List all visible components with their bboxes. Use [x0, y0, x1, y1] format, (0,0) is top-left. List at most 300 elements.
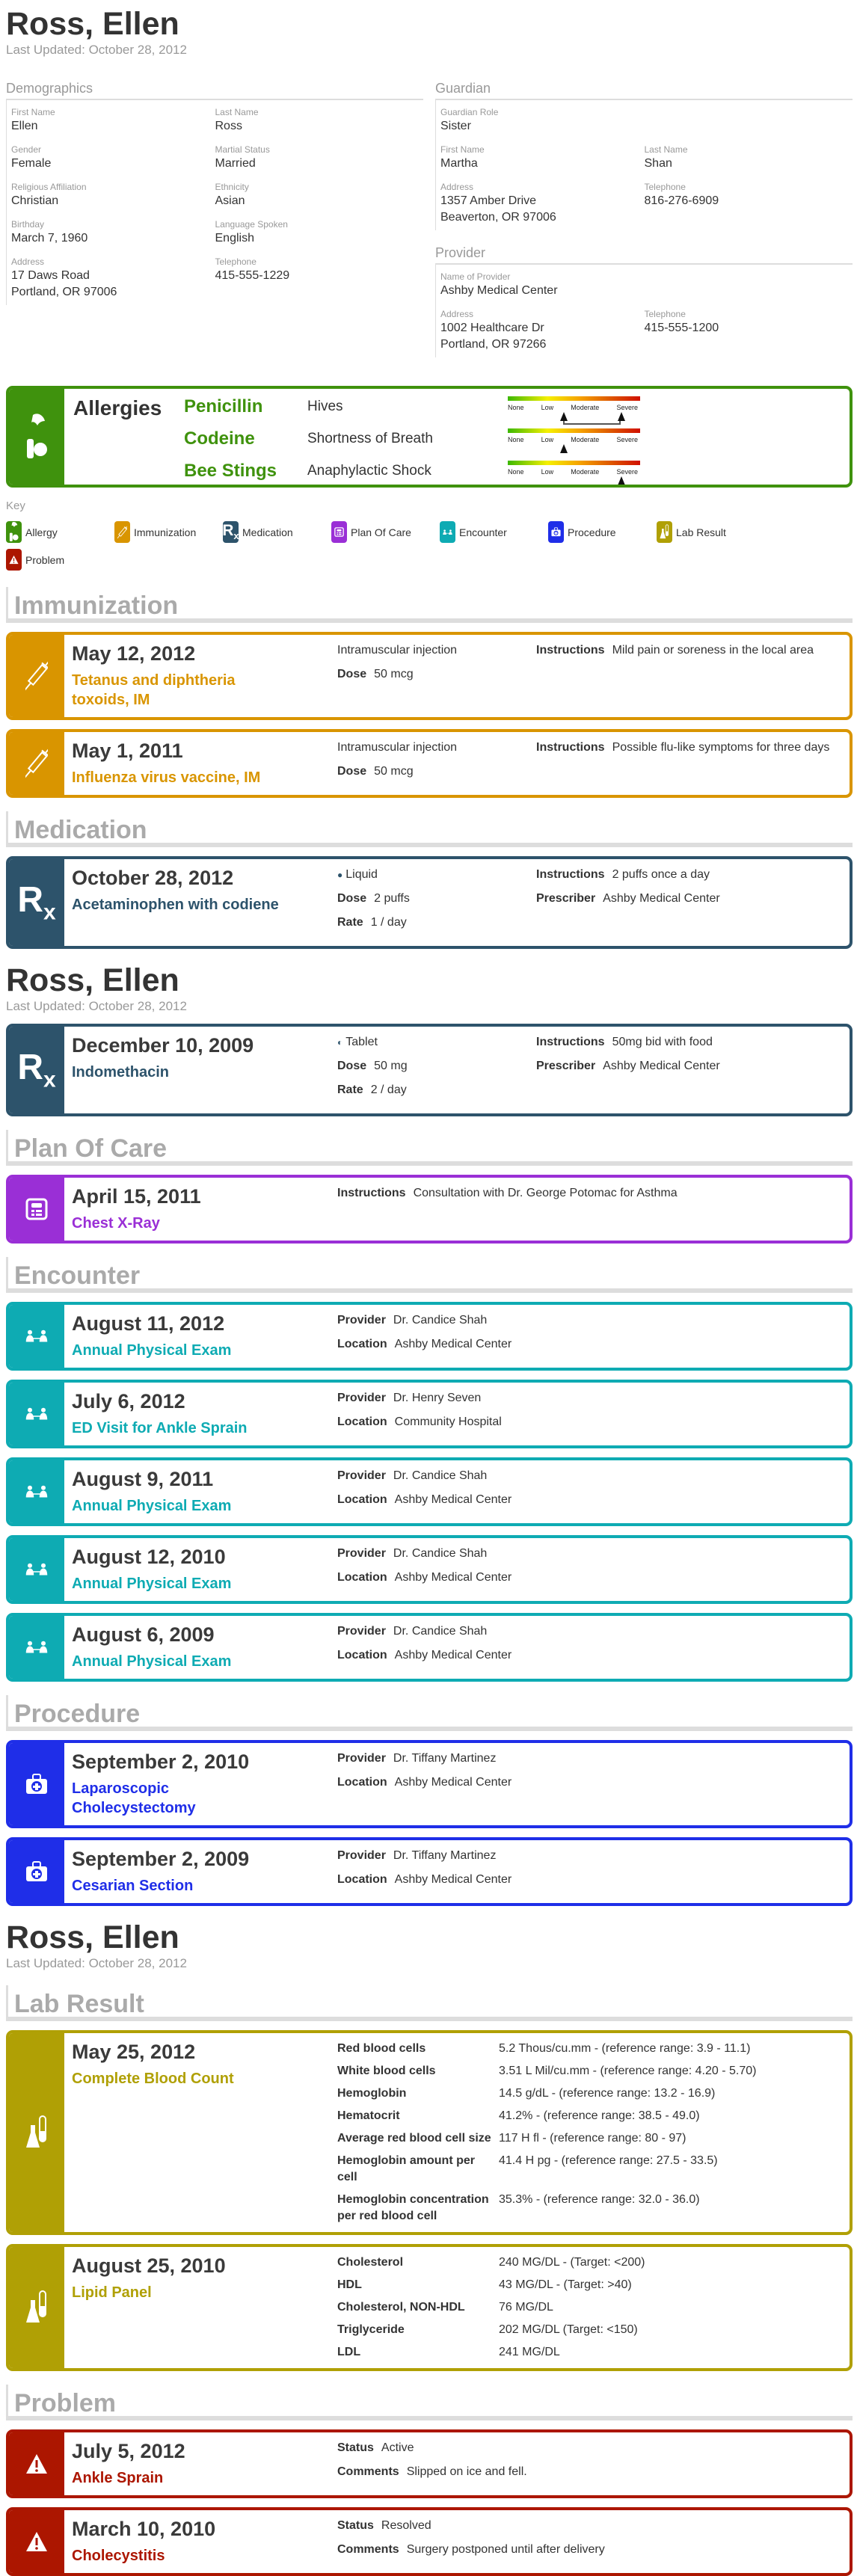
detail-label: Provider — [337, 1625, 386, 1638]
section-title: Immunization — [14, 591, 179, 620]
detail-label: Instructions — [536, 741, 605, 754]
plan-card[interactable] — [6, 1175, 853, 1244]
record-title: ED Visit for Ankle Sprain — [72, 1420, 248, 1436]
section-title: Encounter — [14, 1261, 141, 1290]
lab-test-name: Hemoglobin concentration per red blood cell — [337, 2193, 489, 2222]
lab-test-value: 41.2% - (reference range: 38.5 - 49.0) — [499, 2109, 700, 2122]
procedure-icon — [9, 1743, 64, 1825]
detail-label: Provider — [337, 1752, 386, 1765]
record-title: Annual Physical Exam — [72, 1653, 232, 1670]
detail-value: 1 / day — [370, 916, 407, 929]
demographics-heading: Demographics — [6, 81, 423, 100]
record-title: Influenza virus vaccine, IM — [72, 769, 261, 786]
severity-scale-label: None — [508, 404, 524, 411]
provider-heading: Provider — [435, 245, 853, 265]
guardian-heading: Guardian — [435, 81, 853, 100]
record-title: Annual Physical Exam — [72, 1498, 232, 1514]
section-heading — [6, 1130, 853, 1166]
allergies-card — [6, 386, 853, 488]
section-heading — [6, 2385, 853, 2420]
detail-value: Dr. Henry Seven — [393, 1392, 482, 1404]
record-date: September 2, 2009 — [72, 1848, 250, 1870]
legend-item-problem — [6, 546, 114, 574]
allergy-icon — [9, 389, 64, 485]
field-value: Shan — [644, 157, 672, 170]
legend-item-encounter — [440, 518, 548, 546]
detail-value: Tablet — [345, 1036, 378, 1048]
severity-scale-label: Moderate — [571, 436, 600, 443]
record-date: August 6, 2009 — [72, 1623, 215, 1646]
detail-row — [536, 891, 842, 907]
detail-value: Slipped on ice and fell. — [406, 2465, 527, 2478]
detail-row — [337, 1390, 842, 1407]
record-date: May 1, 2011 — [72, 740, 183, 762]
field-label: Address — [440, 309, 474, 319]
detail-value: Community Hospital — [394, 1415, 502, 1428]
reaction: Shortness of Breath — [307, 431, 433, 446]
record-date: May 25, 2012 — [72, 2041, 196, 2063]
lab-test-name: Average red blood cell size — [337, 2132, 491, 2145]
form-icon: ● — [337, 870, 343, 880]
detail-row — [337, 1034, 536, 1051]
record-date: September 2, 2010 — [72, 1750, 250, 1773]
problem-icon — [6, 549, 22, 571]
field-value: English — [215, 232, 254, 245]
last-updated: Last Updated: October 28, 2012 — [6, 999, 187, 1013]
detail-label: Instructions — [536, 868, 605, 881]
field-label: Address — [440, 182, 474, 192]
field-label: Birthday — [11, 219, 45, 230]
lab-test-value: 202 MG/DL (Target: <150) — [499, 2323, 638, 2336]
section-title: Plan Of Care — [14, 1134, 168, 1163]
detail-value: 50mg bid with food — [612, 1036, 713, 1048]
plan-icon — [331, 521, 347, 543]
detail-value: Resolved — [381, 2519, 431, 2532]
legend-item-lab — [657, 518, 765, 546]
reaction: Hives — [307, 399, 343, 414]
record-date: December 10, 2009 — [72, 1034, 254, 1057]
legend-label: Encounter — [459, 526, 507, 538]
detail-row — [337, 642, 536, 659]
detail-value: Dr. Candice Shah — [393, 1469, 488, 1482]
detail-label: Dose — [337, 668, 367, 680]
record-date: March 10, 2010 — [72, 2518, 216, 2540]
section-heading — [6, 1695, 853, 1731]
medication-icon: $R_x$ — [222, 522, 239, 542]
section-heading — [6, 587, 853, 623]
detail-value: Dr. Tiffany Martinez — [393, 1752, 497, 1765]
immunization-icon — [9, 635, 64, 717]
encounter-icon — [9, 1616, 64, 1679]
severity-scale-label: Low — [541, 404, 554, 411]
problem-card[interactable] — [6, 2507, 853, 2576]
field-value: Sister — [440, 120, 471, 132]
immunization-card[interactable] — [6, 632, 853, 720]
record-title: Lipid Panel — [72, 2284, 152, 2301]
severity-scale-label: Moderate — [571, 404, 600, 411]
detail-value: Dr. Candice Shah — [393, 1625, 488, 1638]
medication-icon: $R_x$ — [9, 1027, 64, 1113]
lab-test-name: HDL — [337, 2278, 362, 2291]
field-telephone — [645, 181, 849, 226]
detail-row — [536, 1034, 842, 1051]
detail-value: Ashby Medical Center — [394, 1649, 512, 1662]
legend-label: Procedure — [568, 526, 616, 538]
detail-label: Instructions — [536, 644, 605, 657]
procedure-icon — [9, 1840, 64, 1903]
record-title: Cesarian Section — [72, 1878, 194, 1894]
lab-test-value: 35.3% - (reference range: 32.0 - 36.0) — [499, 2193, 700, 2206]
legend-label: Medication — [242, 526, 293, 538]
detail-row — [337, 914, 536, 931]
lab-test-value: 3.51 L Mil/cu.mm - (reference range: 4.20 - 5.70) — [499, 2065, 757, 2077]
lab-test-name: White blood cells — [337, 2065, 436, 2077]
field-label: First Name — [440, 144, 485, 155]
lab-results-table — [337, 2039, 842, 2225]
detail-row — [337, 2518, 842, 2534]
detail-row — [536, 867, 842, 883]
record-title: Ankle Sprain — [72, 2470, 164, 2486]
allergy-item — [184, 428, 640, 450]
field-first-name — [11, 106, 215, 135]
demographics-panel — [6, 81, 423, 372]
detail-value: Ashby Medical Center — [394, 1873, 512, 1886]
severity-scale-label: Low — [541, 468, 554, 476]
lab-card[interactable] — [6, 2244, 853, 2371]
field-label: First Name — [11, 107, 55, 117]
detail-value: Ashby Medical Center — [603, 892, 720, 905]
lab-test-name: Triglyceride — [337, 2323, 405, 2336]
procedure-card[interactable] — [6, 1740, 853, 1828]
legend-label: Plan Of Care — [351, 526, 411, 538]
detail-value: 50 mcg — [374, 765, 414, 778]
encounter-card[interactable] — [6, 1457, 853, 1526]
detail-label: Provider — [337, 1392, 386, 1404]
record-date: August 12, 2010 — [72, 1546, 226, 1568]
section-title: Procedure — [14, 1700, 141, 1728]
field-telephone — [215, 256, 420, 301]
record-date: July 6, 2012 — [72, 1390, 185, 1413]
lab-icon — [9, 2247, 64, 2368]
record-date: August 9, 2011 — [72, 1468, 214, 1490]
record-date: May 12, 2012 — [72, 642, 196, 665]
lab-test-value: 14.5 g/dL - (reference range: 13.2 - 16.9) — [499, 2087, 716, 2100]
lab-card[interactable] — [6, 2030, 853, 2235]
severity-scale-label: None — [508, 436, 524, 443]
field-martial-status — [215, 144, 420, 172]
legend-item-medication — [223, 518, 331, 546]
detail-label: Location — [337, 1415, 387, 1428]
lab-test-name: Hemoglobin amount per cell — [337, 2154, 475, 2183]
detail-value: Dr. Candice Shah — [393, 1547, 488, 1560]
legend-label: Lab Result — [676, 526, 726, 538]
patient-header — [6, 0, 853, 58]
record-date: October 28, 2012 — [72, 867, 234, 889]
lab-test-name: Hematocrit — [337, 2109, 400, 2122]
field-address — [11, 256, 215, 301]
field-value: 816-276-6909 — [644, 194, 719, 207]
field-address — [440, 308, 645, 353]
record-title: Indomethacin — [72, 1064, 170, 1080]
encounter-card[interactable] — [6, 1302, 853, 1371]
allergy-item — [184, 396, 640, 418]
immunization-card[interactable] — [6, 729, 853, 798]
field-value: 17 Daws Road Portland, OR 97006 — [11, 269, 117, 298]
detail-row — [337, 1082, 536, 1098]
detail-value: Intramuscular injection — [337, 741, 458, 754]
field-label: Language Spoken — [215, 219, 288, 230]
detail-label: Location — [337, 1649, 387, 1662]
lab-test-value: 76 MG/DL — [499, 2301, 553, 2314]
field-label: Gender — [11, 144, 42, 155]
detail-value: Intramuscular injection — [337, 644, 458, 657]
field-ethnicity — [215, 181, 420, 209]
allergen: Penicillin — [184, 396, 263, 416]
lab-icon — [9, 2033, 64, 2232]
detail-row — [337, 891, 536, 907]
field-last-name — [645, 144, 849, 172]
detail-row — [337, 1336, 842, 1353]
legend-items — [6, 518, 853, 574]
legend-heading: Key — [6, 499, 25, 512]
detail-row — [337, 1058, 536, 1075]
severity-marker — [560, 412, 568, 421]
last-updated: Last Updated: October 28, 2012 — [6, 43, 187, 57]
detail-label: Dose — [337, 765, 367, 778]
procedure-icon — [548, 521, 564, 543]
severity-scale-label: Moderate — [571, 468, 600, 476]
field-value: 415-555-1200 — [644, 322, 719, 334]
field-label: Telephone — [215, 256, 257, 267]
record-date: April 15, 2011 — [72, 1185, 201, 1208]
guardian-provider-column — [435, 81, 853, 372]
lab-test-value: 5.2 Thous/cu.mm - (reference range: 3.9 - 11.1) — [499, 2042, 751, 2055]
patient-name: Ross, Ellen — [6, 962, 179, 998]
legend-item-procedure — [548, 518, 657, 546]
field-label: Telephone — [644, 309, 686, 319]
record-title: Laparoscopic Cholecystectomy — [72, 1780, 196, 1816]
detail-label: Instructions — [337, 1187, 406, 1199]
problem-card[interactable] — [6, 2429, 853, 2498]
severity-scale — [508, 461, 640, 488]
detail-row — [337, 2542, 842, 2558]
field-label: Name of Provider — [440, 271, 511, 282]
detail-value: Ashby Medical Center — [394, 1571, 512, 1584]
detail-label: Location — [337, 1493, 387, 1506]
patient-name: Ross, Ellen — [6, 6, 179, 42]
lab-test-name: Cholesterol — [337, 2256, 404, 2269]
procedure-card[interactable] — [6, 1837, 853, 1906]
allergen: Codeine — [184, 428, 255, 449]
detail-row — [337, 1185, 842, 1202]
plan-icon — [9, 1178, 64, 1241]
allergies-heading: Allergies — [73, 396, 162, 419]
severity-scale — [508, 396, 640, 426]
detail-value: 50 mg — [374, 1060, 408, 1072]
severity-marker — [560, 444, 568, 453]
record-title: Annual Physical Exam — [72, 1576, 232, 1592]
encounter-icon — [9, 1383, 64, 1445]
detail-row — [337, 763, 536, 780]
medication-icon: $R_x$ — [9, 859, 64, 946]
detail-label: Provider — [337, 1547, 386, 1560]
provider-fields — [435, 265, 853, 357]
field-label: Telephone — [644, 182, 686, 192]
field-value: Ellen — [11, 120, 38, 132]
problem-icon — [9, 2432, 64, 2495]
lab-icon — [657, 521, 672, 543]
reaction: Anaphylactic Shock — [307, 463, 431, 479]
detail-value: Active — [381, 2441, 414, 2454]
demographics-fields — [6, 100, 423, 305]
encounter-icon — [9, 1538, 64, 1601]
detail-label: Location — [337, 1571, 387, 1584]
lab-test-name: Red blood cells — [337, 2042, 426, 2055]
section-title: Medication — [14, 816, 147, 844]
detail-value: Liquid — [345, 868, 378, 881]
detail-row — [536, 740, 842, 756]
field-label: Last Name — [644, 144, 688, 155]
form-icon: ◐ — [337, 1037, 343, 1048]
allergy-item — [184, 461, 640, 482]
detail-label: Provider — [337, 1849, 386, 1862]
encounter-card[interactable] — [6, 1613, 853, 1682]
severity-range-bracket — [563, 421, 621, 425]
field-value: 1002 Healthcare Dr Portland, OR 97266 — [440, 322, 547, 351]
record-date: August 11, 2012 — [72, 1312, 225, 1335]
detail-value: Possible flu-like symptoms for three days — [612, 741, 830, 754]
detail-value: Ashby Medical Center — [603, 1060, 720, 1072]
record-title: Acetaminophen with codiene — [72, 897, 279, 913]
detail-label: Instructions — [536, 1036, 605, 1048]
field-name-of-provider — [440, 271, 848, 299]
field-value: Ross — [215, 120, 242, 132]
severity-marker — [618, 412, 625, 421]
field-value: Martha — [440, 157, 478, 170]
detail-row — [337, 1872, 842, 1888]
field-telephone — [645, 308, 849, 353]
lab-test-value: 41.4 H pg - (reference range: 27.5 - 33.5) — [499, 2154, 718, 2167]
severity-scale-label: None — [508, 468, 524, 476]
field-value: 1357 Amber Drive Beaverton, OR 97006 — [440, 194, 556, 224]
detail-label: Provider — [337, 1314, 386, 1327]
detail-label: Dose — [337, 892, 367, 905]
detail-label: Location — [337, 1776, 387, 1789]
field-label: Last Name — [215, 107, 259, 117]
field-label: Ethnicity — [215, 182, 249, 192]
immunization-icon — [114, 521, 130, 543]
detail-value: Ashby Medical Center — [394, 1338, 512, 1350]
legend-item-plan — [331, 518, 440, 546]
patient-header — [6, 1906, 853, 1972]
detail-row — [337, 666, 536, 683]
record-date: August 25, 2010 — [72, 2254, 226, 2277]
detail-label: Dose — [337, 1060, 367, 1072]
field-guardian-role — [440, 106, 848, 135]
detail-row — [536, 642, 842, 659]
severity-gradient — [508, 396, 640, 401]
encounter-icon — [440, 521, 455, 543]
allergen: Bee Stings — [184, 461, 277, 481]
severity-marker — [618, 476, 625, 485]
encounter-card[interactable] — [6, 1380, 853, 1448]
detail-row — [337, 1647, 842, 1664]
allergy-icon — [6, 521, 22, 543]
record-title: Complete Blood Count — [72, 2071, 234, 2087]
detail-row — [337, 1774, 842, 1791]
legend-label: Allergy — [25, 526, 58, 538]
severity-scale-label: Severe — [616, 468, 638, 476]
lab-results-table — [337, 2253, 842, 2361]
encounter-card[interactable] — [6, 1535, 853, 1604]
severity-scale-label: Severe — [616, 404, 638, 411]
field-label: Guardian Role — [440, 107, 499, 117]
legend — [6, 499, 853, 574]
detail-label: Comments — [337, 2543, 399, 2556]
lab-test-name: Cholesterol, NON-HDL — [337, 2301, 465, 2314]
section-title: Problem — [14, 2389, 117, 2417]
field-label: Address — [11, 256, 45, 267]
detail-value: 2 / day — [370, 1083, 407, 1096]
last-updated: Last Updated: October 28, 2012 — [6, 1956, 187, 1970]
field-value: Ashby Medical Center — [440, 284, 558, 297]
legend-label: Problem — [25, 553, 65, 566]
patient-info — [6, 81, 853, 372]
patient-header — [6, 949, 853, 1015]
detail-row — [337, 867, 536, 883]
detail-label: Rate — [337, 1083, 363, 1096]
record-title: Annual Physical Exam — [72, 1342, 232, 1359]
medication-card[interactable] — [6, 1024, 853, 1116]
field-value: March 7, 1960 — [11, 232, 88, 245]
section-heading — [6, 1985, 853, 2021]
field-value: Female — [11, 157, 52, 170]
field-last-name — [215, 106, 420, 135]
detail-row — [337, 1414, 842, 1430]
field-label: Martial Status — [215, 144, 270, 155]
field-label: Religious Affiliation — [11, 182, 87, 192]
encounter-icon — [9, 1460, 64, 1523]
severity-scale-label: Low — [541, 436, 554, 443]
medication-card[interactable] — [6, 856, 853, 949]
detail-label: Prescriber — [536, 892, 596, 905]
field-gender — [11, 144, 215, 172]
detail-row — [337, 1468, 842, 1484]
field-religious-affiliation — [11, 181, 215, 209]
detail-row — [337, 1492, 842, 1508]
detail-row — [337, 1570, 842, 1586]
detail-value: 50 mcg — [374, 668, 414, 680]
detail-row — [337, 2464, 842, 2480]
detail-label: Location — [337, 1873, 387, 1886]
detail-label: Location — [337, 1338, 387, 1350]
lab-test-value: 117 H fl - (reference range: 80 - 97) — [499, 2132, 686, 2145]
record-title: Tetanus and diphtheria toxoids, IM — [72, 672, 236, 708]
detail-value: 2 puffs — [374, 892, 410, 905]
detail-value: Dr. Candice Shah — [393, 1314, 488, 1327]
allergy-list — [184, 396, 640, 481]
field-value: Christian — [11, 194, 59, 207]
field-address — [440, 181, 645, 226]
section-heading — [6, 1257, 853, 1293]
encounter-icon — [9, 1305, 64, 1368]
field-value: Asian — [215, 194, 245, 207]
field-value: Married — [215, 157, 256, 170]
detail-value: Ashby Medical Center — [394, 1493, 512, 1506]
detail-value: Consultation with Dr. George Potomac for Asthma — [413, 1187, 678, 1199]
detail-label: Rate — [337, 916, 363, 929]
detail-row — [536, 1058, 842, 1075]
